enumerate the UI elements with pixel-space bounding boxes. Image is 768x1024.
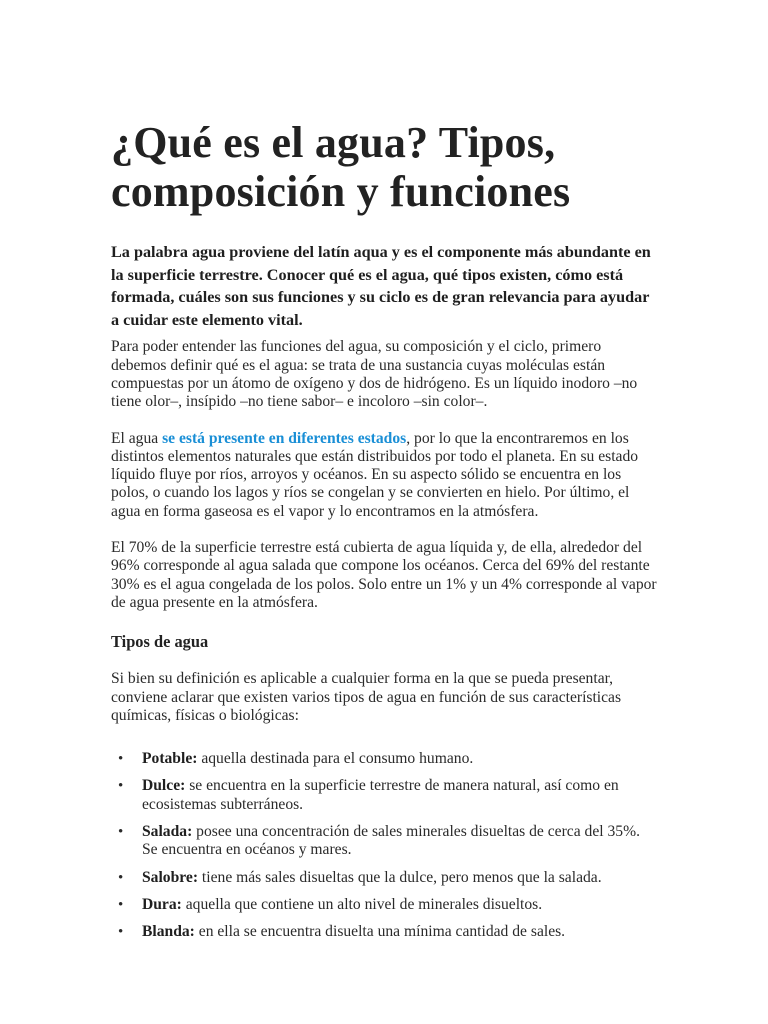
type-term: Salada: [142,823,193,841]
type-description: aquella que contiene un alto nivel de minerales disueltos. [181,895,543,913]
type-term: Potable: [142,750,198,768]
type-term: Dura: [142,895,182,913]
type-term: Dulce: [142,777,186,795]
bullet-icon: • [118,824,124,841]
type-description: posee una concentración de sales minerales disueltas de cerca del 35%. Se encuentra en océanos y mares. [142,823,640,859]
bullet-icon: • [118,751,124,768]
paragraph-states-end: , por lo que la encontraremos en los distintos elementos naturales que están distribuidos por todo el planeta. En su estado líquido fluye por ríos, arroyos y océanos. En su aspecto sólido se encuentra en los polos, o cuando los lagos y ríos se congelan y se convierten en hielo. Por último, el agua en forma gaseosa es el vapor y lo encontramos en la atmósfera. [111,429,639,520]
type-description: se encuentra en la superficie terrestre de manera natural, así como en ecosistemas subterráneos. [142,777,619,813]
type-description: tiene más sales disueltas que la dulce, pero menos que la salada. [198,868,602,886]
list-item [111,823,659,860]
paragraph-distribution: El 70% de la superficie terrestre está cubierta de agua líquida y, de ella, alrededor del 96% corresponde al agua salada que compone los océanos. Cerca del 69% del restante 30% es el agua congelada de los polos. Solo entre un 1% y un 4% corresponde al vapor de agua presente en la atmósfera. [111,539,657,611]
list-item [111,777,659,814]
bullet-icon: • [118,924,124,941]
list-item [111,896,659,914]
type-term: Blanda: [142,923,195,941]
document-page [111,118,659,951]
bullet-icon: • [118,778,124,795]
bullet-icon: • [118,896,124,913]
lead-paragraph: La palabra agua proviene del latín aqua y es el componente más abundante en la superficie terrestre. Conocer qué es el agua, qué tipos existen, cómo está formada, cuáles son sus funciones y su ciclo es de gran relevancia para ayudar a cuidar este elemento vital. [111,243,651,329]
water-types-list [111,750,659,941]
paragraph-states [111,430,659,521]
type-term: Salobre: [142,868,199,886]
bullet-icon: • [118,869,124,886]
type-description: aquella destinada para el consumo humano. [197,750,474,768]
paragraph-states-start: El agua [111,429,163,447]
section-heading-types: Tipos de agua [111,632,209,652]
states-link[interactable]: se está presente en diferentes estados [162,429,407,447]
paragraph-definition: Para poder entender las funciones del agua, su composición y el ciclo, primero debemos definir qué es el agua: se trata de una sustancia cuyas moléculas están compuestas por un átomo de oxígeno y dos de hidrógeno. Es un líquido inodoro –no tiene olor–, insípido –no tiene sabor– e incoloro –sin color–. [111,338,638,411]
paragraph-types-intro: Si bien su definición es aplicable a cualquier forma en la que se pueda presentar, conviene aclarar que existen varios tipos de agua en función de sus características químicas, físicas o biológicas: [111,670,622,724]
list-item [111,923,659,941]
page-title: ¿Qué es el agua? Tipos, composición y funciones [111,118,571,216]
list-item [111,750,659,768]
list-item [111,869,659,887]
type-description: en ella se encuentra disuelta una mínima cantidad de sales. [194,923,566,941]
